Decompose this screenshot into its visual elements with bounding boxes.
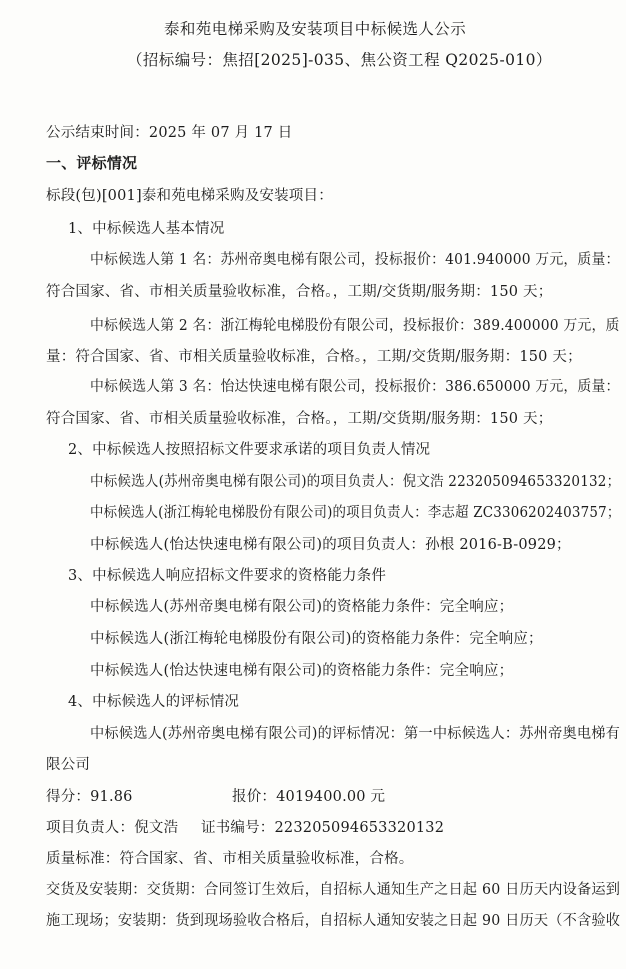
evaluation-price: 报价：4019400.00 元 bbox=[232, 789, 386, 805]
project-manager-line-2: 中标候选人(浙江梅轮电梯股份有限公司)的项目负责人：李志超 ZC3306202403757； bbox=[90, 505, 621, 521]
candidate-1-line-1: 中标候选人第 1 名：苏州帝奥电梯有限公司，投标报价：401.940000 万元，质量： bbox=[90, 252, 620, 268]
subsection-heading-basic-info: 1、中标候选人基本情况 bbox=[68, 221, 225, 237]
document-subtitle: （招标编号：焦招[2025]-035、焦公资工程 Q2025-010） bbox=[127, 51, 552, 69]
project-manager-line-1: 中标候选人(苏州帝奥电梯有限公司)的项目负责人：倪文浩 223205094653320132； bbox=[90, 474, 621, 490]
qualification-line-2: 中标候选人(浙江梅轮电梯股份有限公司)的资格能力条件：完全响应； bbox=[90, 631, 543, 647]
qualification-line-1: 中标候选人(苏州帝奥电梯有限公司)的资格能力条件：完全响应； bbox=[90, 599, 514, 615]
candidate-1-line-2: 符合国家、省、市相关质量验收标准，合格。，工期/交货期/服务期：150 天； bbox=[46, 284, 553, 300]
evaluation-line-2: 限公司 bbox=[46, 757, 91, 773]
project-manager-line-3: 中标候选人(怡达快速电梯有限公司)的项目负责人：孙根 2016-B-0929； bbox=[90, 537, 571, 553]
evaluation-manager: 项目负责人：倪文浩 bbox=[46, 820, 179, 836]
publish-end-date: 公示结束时间：2025 年 07 月 17 日 bbox=[46, 125, 293, 141]
subsection-heading-project-manager: 2、中标候选人按照招标文件要求承诺的项目负责人情况 bbox=[68, 442, 431, 458]
quality-standard: 质量标准：符合国家、省、市相关质量验收标准，合格。 bbox=[46, 851, 414, 867]
section-heading-evaluation: 一、评标情况 bbox=[46, 154, 138, 172]
evaluation-score: 得分：91.86 bbox=[46, 789, 133, 805]
candidate-3-line-2: 符合国家、省、市相关质量验收标准，合格。，工期/交货期/服务期：150 天； bbox=[46, 411, 553, 427]
qualification-line-3: 中标候选人(怡达快速电梯有限公司)的资格能力条件：完全响应； bbox=[90, 663, 514, 679]
evaluation-line-1: 中标候选人(苏州帝奥电梯有限公司)的评标情况：第一中标候选人：苏州帝奥电梯有 bbox=[90, 726, 621, 742]
delivery-line-2: 施工现场；安装期：货到现场验收合格后，自招标人通知安装之日起 90 日历天（不含验收 bbox=[46, 913, 621, 929]
candidate-2-line-1: 中标候选人第 2 名：浙江梅轮电梯股份有限公司，投标报价：389.400000 万元，质 bbox=[90, 318, 620, 334]
document-title: 泰和苑电梯采购及安装项目中标候选人公示 bbox=[164, 20, 467, 38]
delivery-line-1: 交货及安装期：交货期：合同签订生效后，自招标人通知生产之日起 60 日历天内设备运到 bbox=[46, 882, 621, 898]
lot-title: 标段(包)[001]泰和苑电梯采购及安装项目： bbox=[46, 188, 333, 204]
candidate-2-line-2: 量：符合国家、省、市相关质量验收标准，合格。，工期/交货期/服务期：150 天； bbox=[46, 349, 582, 365]
candidate-3-line-1: 中标候选人第 3 名：怡达快速电梯有限公司，投标报价：386.650000 万元，质量： bbox=[90, 379, 620, 395]
subsection-heading-qualification: 3、中标候选人响应招标文件要求的资格能力条件 bbox=[68, 568, 387, 584]
subsection-heading-evaluation: 4、中标候选人的评标情况 bbox=[68, 694, 240, 710]
evaluation-cert-number: 证书编号：223205094653320132 bbox=[201, 820, 445, 836]
